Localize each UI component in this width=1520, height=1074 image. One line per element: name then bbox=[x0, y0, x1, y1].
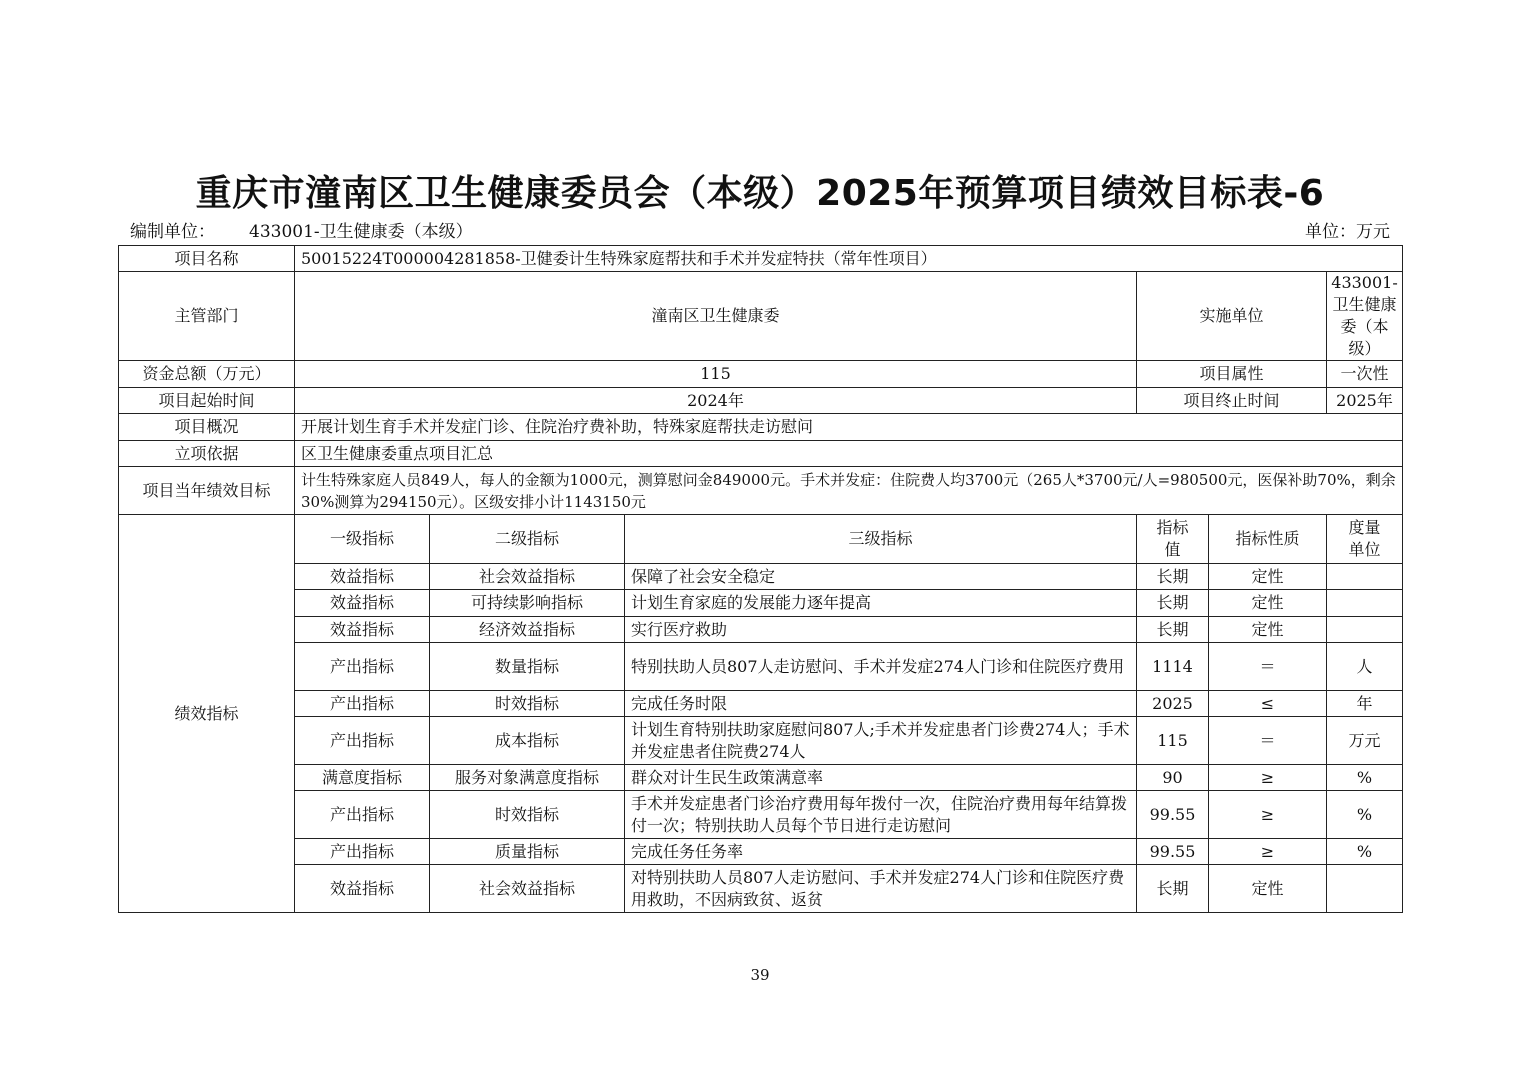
compile-unit bbox=[130, 220, 473, 244]
row-funds bbox=[119, 361, 1403, 388]
indicator-nature: ≥ bbox=[1209, 791, 1327, 839]
indicator-value: 115 bbox=[1137, 717, 1209, 765]
indicator-level2: 时效指标 bbox=[430, 791, 625, 839]
indicator-nature: ≥ bbox=[1209, 765, 1327, 791]
indicator-nature: ≤ bbox=[1209, 691, 1327, 717]
performance-table bbox=[118, 245, 1403, 913]
indicator-level3: 手术并发症患者门诊治疗费用每年拨付一次，住院治疗费用每年结算拨付一次；特别扶助人员每个节日进行走访慰问 bbox=[625, 791, 1137, 839]
total-funds-value: 115 bbox=[295, 361, 1137, 388]
indicator-unit bbox=[1327, 590, 1403, 617]
indicator-unit: % bbox=[1327, 765, 1403, 791]
indicator-value: 长期 bbox=[1137, 590, 1209, 617]
indicator-level1: 效益指标 bbox=[295, 865, 430, 913]
indicator-level1: 产出指标 bbox=[295, 717, 430, 765]
indicator-level2: 时效指标 bbox=[430, 691, 625, 717]
indicator-level3: 计划生育家庭的发展能力逐年提高 bbox=[625, 590, 1137, 617]
indicator-row bbox=[119, 691, 1403, 717]
dept-label: 主管部门 bbox=[119, 272, 295, 361]
goal-value: 计生特殊家庭人员849人，每人的金额为1000元，测算慰问金849000元。手术并发症：住院费人均3700元（265人*3700元/人=980500元，医保补助70%，剩余30%测算为294150元）。区级安排小计1143150元 bbox=[295, 467, 1403, 515]
end-time-value: 2025年 bbox=[1327, 388, 1403, 414]
indicator-unit: 年 bbox=[1327, 691, 1403, 717]
indicator-row bbox=[119, 791, 1403, 839]
indicator-unit bbox=[1327, 865, 1403, 913]
indicator-level3: 对特别扶助人员807人走访慰问、手术并发症274人门诊和住院医疗费用救助，不因病致贫、返贫 bbox=[625, 865, 1137, 913]
indicator-unit: 人 bbox=[1327, 643, 1403, 691]
indicator-level1: 效益指标 bbox=[295, 590, 430, 617]
basis-value: 区卫生健康委重点项目汇总 bbox=[295, 441, 1403, 467]
indicator-value: 1114 bbox=[1137, 643, 1209, 691]
indicator-row bbox=[119, 643, 1403, 691]
overview-label: 项目概况 bbox=[119, 414, 295, 441]
indicator-row bbox=[119, 590, 1403, 617]
indicator-level2: 服务对象满意度指标 bbox=[430, 765, 625, 791]
indicator-level1: 产出指标 bbox=[295, 643, 430, 691]
row-time bbox=[119, 388, 1403, 414]
indicator-value: 99.55 bbox=[1137, 839, 1209, 865]
project-name-value: 50015224T000004281858-卫健委计生特殊家庭帮扶和手术并发症特扶（常年性项目） bbox=[295, 246, 1403, 272]
overview-value: 开展计划生育手术并发症门诊、住院治疗费补助，特殊家庭帮扶走访慰问 bbox=[295, 414, 1403, 441]
indicator-row bbox=[119, 717, 1403, 765]
indicator-row bbox=[119, 564, 1403, 590]
header-level1: 一级指标 bbox=[295, 515, 430, 564]
impl-unit-label: 实施单位 bbox=[1137, 272, 1327, 361]
attribute-value: 一次性 bbox=[1327, 361, 1403, 388]
page-title: 重庆市潼南区卫生健康委员会（本级）2025年预算项目绩效目标表-6 bbox=[195, 173, 1325, 214]
indicator-level2: 社会效益指标 bbox=[430, 865, 625, 913]
indicator-row bbox=[119, 865, 1403, 913]
indicator-level3: 特别扶助人员807人走访慰问、手术并发症274人门诊和住院医疗费用 bbox=[625, 643, 1137, 691]
indicator-value: 长期 bbox=[1137, 564, 1209, 590]
compile-unit-label: 编制单位： bbox=[130, 222, 215, 242]
indicator-level1: 产出指标 bbox=[295, 691, 430, 717]
row-overview bbox=[119, 414, 1403, 441]
indicator-level1: 效益指标 bbox=[295, 564, 430, 590]
row-dept bbox=[119, 272, 1403, 361]
goal-label: 项目当年绩效目标 bbox=[119, 467, 295, 515]
indicator-nature: 定性 bbox=[1209, 564, 1327, 590]
indicator-value: 2025 bbox=[1137, 691, 1209, 717]
indicator-level3: 完成任务时限 bbox=[625, 691, 1137, 717]
indicator-level1: 产出指标 bbox=[295, 839, 430, 865]
indicator-level2: 质量指标 bbox=[430, 839, 625, 865]
unit-note: 单位：万元 bbox=[1305, 222, 1390, 242]
indicator-level2: 成本指标 bbox=[430, 717, 625, 765]
end-time-label: 项目终止时间 bbox=[1137, 388, 1327, 414]
indicator-level2: 数量指标 bbox=[430, 643, 625, 691]
indicator-nature: ≥ bbox=[1209, 839, 1327, 865]
indicator-level3: 完成任务任务率 bbox=[625, 839, 1137, 865]
indicator-nature: 定性 bbox=[1209, 617, 1327, 643]
indicator-level1: 效益指标 bbox=[295, 617, 430, 643]
indicator-unit bbox=[1327, 564, 1403, 590]
indicator-nature: 定性 bbox=[1209, 865, 1327, 913]
row-basis bbox=[119, 441, 1403, 467]
indicator-nature: ＝ bbox=[1209, 717, 1327, 765]
indicator-level3: 计划生育特别扶助家庭慰问807人;手术并发症患者门诊费274人；手术并发症患者住院费274人 bbox=[625, 717, 1137, 765]
total-funds-label: 资金总额（万元） bbox=[119, 361, 295, 388]
row-project-name bbox=[119, 246, 1403, 272]
compile-unit-value: 433001-卫生健康委（本级） bbox=[249, 222, 473, 242]
indicator-level3: 群众对计生民生政策满意率 bbox=[625, 765, 1137, 791]
indicator-value: 90 bbox=[1137, 765, 1209, 791]
indicator-nature: 定性 bbox=[1209, 590, 1327, 617]
page-number: 39 bbox=[750, 966, 770, 984]
start-time-value: 2024年 bbox=[295, 388, 1137, 414]
indicator-level3: 实行医疗救助 bbox=[625, 617, 1137, 643]
indicator-value: 长期 bbox=[1137, 865, 1209, 913]
indicator-unit: 万元 bbox=[1327, 717, 1403, 765]
header-value: 指标值 bbox=[1137, 515, 1209, 564]
header-unit: 度量单位 bbox=[1327, 515, 1403, 564]
impl-unit-value: 433001-卫生健康委（本级） bbox=[1327, 272, 1403, 361]
indicator-level2: 经济效益指标 bbox=[430, 617, 625, 643]
project-name-label: 项目名称 bbox=[119, 246, 295, 272]
indicator-unit bbox=[1327, 617, 1403, 643]
indicator-level3: 保障了社会安全稳定 bbox=[625, 564, 1137, 590]
header-level3: 三级指标 bbox=[625, 515, 1137, 564]
indicator-unit: % bbox=[1327, 839, 1403, 865]
indicator-value: 长期 bbox=[1137, 617, 1209, 643]
header-nature: 指标性质 bbox=[1209, 515, 1327, 564]
indicator-level1: 产出指标 bbox=[295, 791, 430, 839]
indicator-level2: 社会效益指标 bbox=[430, 564, 625, 590]
attribute-label: 项目属性 bbox=[1137, 361, 1327, 388]
dept-value: 潼南区卫生健康委 bbox=[295, 272, 1137, 361]
indicator-row bbox=[119, 839, 1403, 865]
indicator-level2: 可持续影响指标 bbox=[430, 590, 625, 617]
header-level2: 二级指标 bbox=[430, 515, 625, 564]
row-goal bbox=[119, 467, 1403, 515]
indicators-section-label: 绩效指标 bbox=[119, 515, 295, 913]
indicator-unit: % bbox=[1327, 791, 1403, 839]
indicator-value: 99.55 bbox=[1137, 791, 1209, 839]
indicator-header-row bbox=[119, 515, 1403, 564]
indicator-nature: ＝ bbox=[1209, 643, 1327, 691]
basis-label: 立项依据 bbox=[119, 441, 295, 467]
indicator-row bbox=[119, 617, 1403, 643]
start-time-label: 项目起始时间 bbox=[119, 388, 295, 414]
indicator-level1: 满意度指标 bbox=[295, 765, 430, 791]
indicator-row bbox=[119, 765, 1403, 791]
